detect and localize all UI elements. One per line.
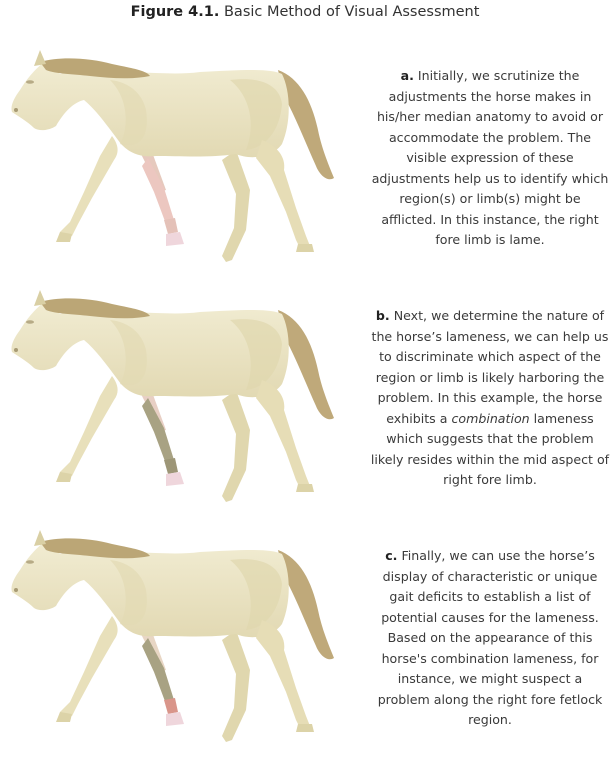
right-hind-leg bbox=[256, 380, 310, 488]
caption-letter: c. bbox=[385, 548, 398, 563]
right-hind-leg bbox=[256, 140, 310, 248]
figure-label: Figure 4.1. bbox=[130, 4, 220, 20]
panel-b bbox=[0, 280, 610, 520]
ear bbox=[34, 530, 46, 546]
horse-illustration bbox=[0, 520, 350, 760]
caption-b bbox=[370, 306, 610, 491]
right-fore-hoof bbox=[166, 712, 184, 726]
figure-title bbox=[0, 2, 610, 22]
right-fore-leg-mid bbox=[142, 638, 174, 704]
caption-letter: b. bbox=[375, 308, 390, 323]
right-fore-leg-mid bbox=[142, 158, 174, 224]
horse-body bbox=[11, 542, 288, 637]
caption-emphasis: combination bbox=[451, 410, 530, 426]
right-fore-fetlock bbox=[164, 218, 178, 234]
horse-body bbox=[11, 62, 288, 157]
right-fore-fetlock bbox=[164, 698, 178, 714]
ear bbox=[34, 50, 46, 66]
left-fore-leg bbox=[60, 376, 118, 478]
left-fore-leg bbox=[60, 136, 118, 238]
left-hind-leg bbox=[222, 630, 250, 742]
caption-c bbox=[370, 546, 610, 731]
left-hind-leg bbox=[222, 150, 250, 262]
right-hind-leg bbox=[256, 620, 310, 728]
horse-illustration bbox=[0, 40, 350, 280]
caption-text: Initially, we scrutinize the adjustments the horse makes in his/her median anatomy to avoid or accommodate the problem. The visible expression of these adjustments help us to identify which region(s) or limb(s) might be afflicted. In this instance, the right fore limb is lame. bbox=[371, 68, 609, 247]
left-hind-leg bbox=[222, 390, 250, 502]
panel-c bbox=[0, 520, 610, 760]
right-fore-fetlock bbox=[164, 458, 178, 474]
panel-a bbox=[0, 40, 610, 280]
caption-letter: a. bbox=[400, 68, 414, 83]
caption-text: Finally, we can use the horse’s display of characteristic or unique gait deficits to establish a list of potential causes for the lameness. Based on the appearance of this horse's combination lameness, for instance, we might suspect a problem along the right fore fetlock region. bbox=[377, 548, 603, 727]
caption-text: Next, we determine the nature of the horse’s lameness, we can help us to discriminate which aspect of the region or limb is likely harboring the problem. In this example, the horse exhibits a bbox=[371, 308, 609, 426]
horse-illustration bbox=[0, 280, 350, 520]
right-fore-hoof bbox=[166, 232, 184, 246]
right-fore-leg-mid bbox=[142, 398, 174, 464]
left-fore-leg bbox=[60, 616, 118, 718]
right-fore-hoof bbox=[166, 472, 184, 486]
caption-a bbox=[370, 66, 610, 251]
figure-title-text: Basic Method of Visual Assessment bbox=[223, 4, 480, 20]
caption-text-after: lameness which suggests that the problem likely resides within the mid aspect of right fore limb. bbox=[370, 410, 610, 487]
ear bbox=[34, 290, 46, 306]
horse-body bbox=[11, 302, 288, 397]
